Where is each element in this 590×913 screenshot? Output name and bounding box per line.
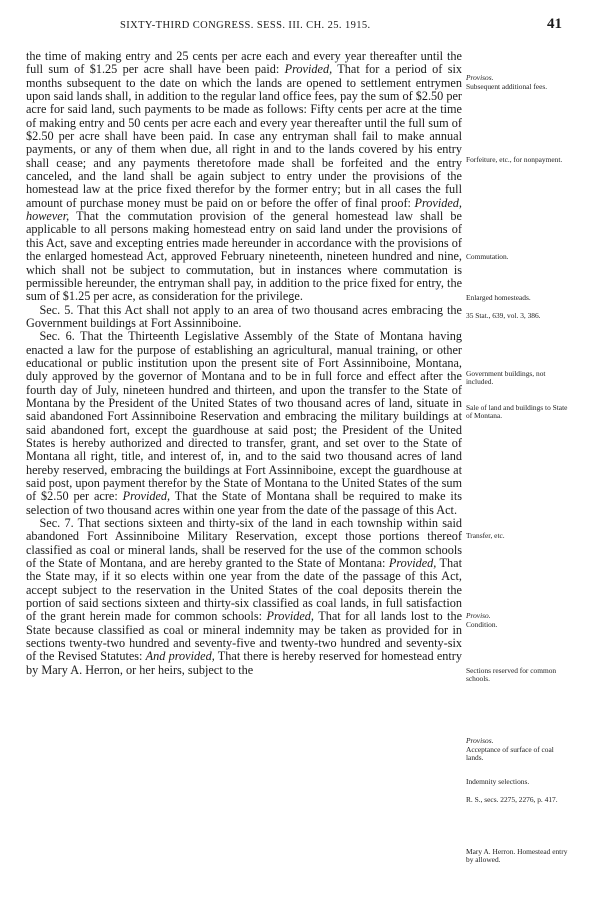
- paragraph-section-5: Sec. 5. That this Act shall not apply to an area of two thousand acres embracing the Government buildings at Fort Assinniboine.: [26, 302, 462, 330]
- margin-note-rs-cite: R. S., secs. 2275, 2276, p. 417.: [466, 795, 558, 804]
- margin-note-commutation: Commutation.: [466, 252, 509, 261]
- proviso-italic: Provided,: [266, 609, 314, 624]
- margin-note-herron: Mary A. Herron. Homestead entry by allowed.: [466, 847, 568, 865]
- margin-note-enlarged-homesteads: Enlarged homesteads.: [466, 293, 531, 302]
- paragraph-section-6: [26, 330, 462, 517]
- margin-note-sections-reserved: Sections reserved for common schools.: [466, 666, 557, 684]
- margin-note-indemnity: Indemnity selections.: [466, 777, 530, 786]
- proviso-italic: And provided,: [145, 649, 215, 664]
- text-run: the time of making entry and 25 cents per acre each and every year thereafter until the full sum of $1.25 per acre shall have been paid:: [26, 49, 462, 77]
- margin-note-stat-cite: 35 Stat., 639, vol. 3, 386.: [466, 311, 541, 320]
- margin-note-proviso: Proviso.: [466, 611, 491, 620]
- page-header: [26, 16, 562, 34]
- margin-note-government-buildings: Government buildings, not included.: [466, 369, 546, 387]
- margin-note-transfer: Transfer, etc.: [466, 531, 505, 540]
- page-number: 41: [547, 16, 562, 32]
- text-run: Sec. 7. That sections sixteen and thirty-six of the land in each township within said abandoned Fort Assinniboine Military Reservation, except those portions thereof classified as coal or mineral lands, shall be reserved for the use of the common schools of the State of Montana, and are hereby granted to the State of Montana:: [26, 516, 462, 571]
- text-run: Sec. 6. That the Thirteenth Legislative Assembly of the State of Montana having enacted a law for the purpose of establishing an agricultural, manual training, or other educational or public institution upon the present site of Fort Assinniboine, Montana, duly approved by the governor of Montana and to be in full force and effect after the fourth day of July, nineteen hundred and thirteen, and upon the transfer to the State of Montana by the President of the United States of two thousand acres of land, situate in said abandoned Fort Assinniboine Reservation and embracing the military buildings at said abandoned fort, except the guardhouse at said post; the President of the United States is hereby authorized and directed to transfer, grant, and set over to the State of Montana all right, title, and interest of, in, and to the said two thousand acres of land hereby reserved, embracing the buildings at Fort Assinniboine, except the guardhouse at said post, upon payment therefor by the State of Montana to the United States of the sum of $2.50 per acre:: [26, 329, 462, 504]
- text-run: That for all lands lost to the State because classified as coal or mineral indemnity may be taken as provided for in sections twenty-two hundred and seventy-five and twenty-two hundred and seventy-six of the Revised Statutes:: [26, 609, 463, 664]
- paragraph-section-7: [26, 517, 462, 677]
- proviso-italic: Provided,: [284, 62, 333, 77]
- margin-note-provisos-2: Provisos.: [466, 736, 494, 745]
- margin-note-condition: Condition.: [466, 620, 498, 629]
- text-run: That for a period of six months subsequent to the date on which the lands are opened to settlement entrymen upon said lands shall, in addition to the regular land office fees, pay the sum of $2.50 per acre for said land, such payments to be made as follows: Fifty cents per acre at the time of making entry and 50 cents per acre each and every year thereafter until the full sum of $2.50 per acre shall have been paid. In case any entryman shall fail to make annual payments, or any of them when due, all right in and to the lands covered by his entry shall cease; and any payments theretofore made shall be forfeited and the entry canceled, and the land shall be again subject to entry under the provisions of the homestead law at the price fixed therefor by the former entry; but in all cases the full amount of purchase money must be paid on or before the offer of final proof:: [26, 62, 462, 210]
- text-run: That the State of Montana shall be required to make its selection of two thousand acres within one year from the date of the passage of this Act.: [26, 489, 463, 517]
- margin-note-provisos: Provisos.: [466, 73, 494, 82]
- proviso-italic: Provided,: [388, 556, 437, 571]
- text-run: That there is hereby reserved for homestead entry by Mary A. Herron, or her heirs, subject to the: [26, 649, 462, 677]
- margin-note-acceptance: Acceptance of surface of coal lands.: [466, 745, 554, 763]
- text-run: That the commutation provision of the general homestead law shall be applicable to all persons making homestead entry on said land under the provisions of this Act, save and excepting entries made hereunder in accordance with the provisions of the enlarged homestead Act, approved February nineteenth, nineteen hundred and nine, which shall not be subject to commutation, but in instances where commutation is permissible hereunder, the entryman shall pay, in addition to the price fixed for entry, the sum of $1.25 per acre, as consideration for the privilege.: [26, 209, 462, 304]
- margin-note-forfeiture: Forfeiture, etc., for nonpayment.: [466, 155, 563, 164]
- proviso-italic: Provided,: [122, 489, 171, 504]
- text-run: That the State may, if it so elects within one year from the date of the passage of this Act, accept subject to the reservation in the United States of the coal deposits therein the portion of said sections sixteen and thirty-six classified as coal lands, in full satisfaction of the grant herein made for common schools:: [26, 556, 462, 624]
- margin-note-sale-of-land: Sale of land and buildings to State of Montana.: [466, 403, 568, 421]
- paragraph-section-4-continued: [26, 50, 462, 304]
- margin-note-subsequent-fees: Subsequent additional fees.: [466, 82, 548, 91]
- statute-text: [26, 50, 462, 677]
- proviso-italic: Provided, however,: [26, 195, 462, 224]
- running-head: SIXTY-THIRD CONGRESS. SESS. III. CH. 25. 1915.: [120, 20, 371, 31]
